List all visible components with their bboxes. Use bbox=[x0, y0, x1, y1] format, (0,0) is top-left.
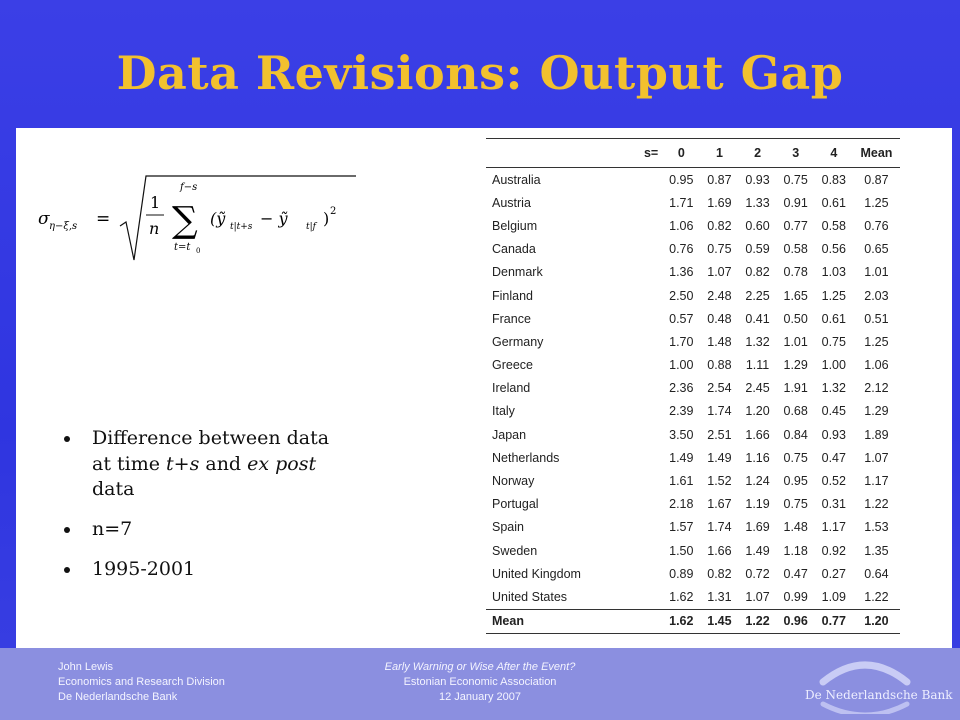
table-row bbox=[486, 539, 900, 562]
mean-label-cell: Mean bbox=[492, 614, 524, 629]
bullet-n: n=7 bbox=[64, 517, 334, 543]
country-cell: Denmark bbox=[492, 265, 543, 280]
table-row bbox=[486, 516, 900, 539]
value-cell: 0.64 bbox=[864, 566, 889, 581]
value-cell: 1.22 bbox=[864, 497, 889, 512]
formula-term-subscript-1: t|t+s bbox=[230, 222, 253, 232]
value-cell: 1.57 bbox=[669, 520, 694, 535]
value-cell: 0.58 bbox=[821, 218, 846, 233]
country-cell: United Kingdom bbox=[492, 566, 581, 581]
value-cell: 1.52 bbox=[707, 474, 732, 489]
value-cell: 0.99 bbox=[783, 589, 808, 604]
value-cell: 1.19 bbox=[745, 497, 770, 512]
fraction-denominator: n bbox=[149, 219, 160, 238]
formula-svg bbox=[38, 168, 358, 268]
country-cell: Ireland bbox=[492, 381, 531, 396]
spacer-cell bbox=[636, 261, 662, 284]
value-cell: 0.75 bbox=[783, 497, 808, 512]
country-cell: Australia bbox=[492, 172, 541, 187]
mean-value-cell: 1.22 bbox=[745, 614, 770, 629]
radical-sign bbox=[120, 176, 356, 260]
table-header-row bbox=[486, 139, 900, 168]
footer-date: 12 January 2007 bbox=[439, 691, 521, 703]
table-row bbox=[486, 284, 900, 307]
header-cell: Mean bbox=[860, 146, 893, 160]
table-row bbox=[486, 493, 900, 516]
table-row bbox=[486, 585, 900, 609]
value-cell: 0.72 bbox=[745, 566, 770, 581]
value-cell: 0.75 bbox=[821, 334, 846, 349]
value-cell: 3.50 bbox=[669, 427, 694, 442]
value-cell: 1.70 bbox=[669, 334, 694, 349]
table-row bbox=[486, 354, 900, 377]
value-cell: 1.16 bbox=[745, 450, 770, 465]
value-cell: 1.25 bbox=[864, 334, 889, 349]
formula-sigma-subscript: η−ξ,s bbox=[49, 221, 78, 232]
header-cell: 1 bbox=[715, 146, 723, 160]
value-cell: 0.50 bbox=[783, 311, 808, 326]
value-cell: 1.03 bbox=[821, 265, 846, 280]
value-cell: 0.45 bbox=[821, 404, 846, 419]
formula-term-open: (ỹ bbox=[210, 209, 226, 228]
value-cell: 2.39 bbox=[669, 404, 694, 419]
value-cell: 0.78 bbox=[783, 265, 808, 280]
value-cell: 2.50 bbox=[669, 288, 694, 303]
value-cell: 1.49 bbox=[669, 450, 694, 465]
value-cell: 0.75 bbox=[783, 172, 808, 187]
value-cell: 1.74 bbox=[707, 404, 732, 419]
value-cell: 1.66 bbox=[745, 427, 770, 442]
value-cell: 2.25 bbox=[745, 288, 770, 303]
table-row bbox=[486, 562, 900, 585]
value-cell: 1.48 bbox=[783, 520, 808, 535]
value-cell: 1.17 bbox=[821, 520, 846, 535]
value-cell: 1.24 bbox=[745, 474, 770, 489]
value-cell: 1.31 bbox=[707, 589, 732, 604]
spacer-cell bbox=[636, 585, 662, 609]
value-cell: 0.52 bbox=[821, 474, 846, 489]
table-body bbox=[486, 168, 900, 634]
sum-icon: ∑ bbox=[172, 200, 198, 241]
value-cell: 0.88 bbox=[707, 358, 732, 373]
value-cell: 1.07 bbox=[745, 589, 770, 604]
value-cell: 1.00 bbox=[669, 358, 694, 373]
table-row bbox=[486, 377, 900, 400]
footer bbox=[0, 648, 960, 720]
value-cell: 1.62 bbox=[669, 589, 694, 604]
value-cell: 0.48 bbox=[707, 311, 732, 326]
value-cell: 1.49 bbox=[707, 450, 732, 465]
revision-std-formula bbox=[38, 168, 358, 258]
value-cell: 2.48 bbox=[707, 288, 732, 303]
value-cell: 1.36 bbox=[669, 265, 694, 280]
country-cell: France bbox=[492, 311, 531, 326]
value-cell: 1.25 bbox=[821, 288, 846, 303]
value-cell: 0.93 bbox=[745, 172, 770, 187]
value-cell: 0.47 bbox=[821, 450, 846, 465]
header-cell: 0 bbox=[677, 146, 685, 160]
bullet-definition: Difference between data at time t+s and ex post data bbox=[64, 426, 334, 503]
value-cell: 1.29 bbox=[783, 358, 808, 373]
value-cell: 0.95 bbox=[783, 474, 808, 489]
table-row bbox=[486, 400, 900, 423]
country-cell: Germany bbox=[492, 334, 544, 349]
value-cell: 0.83 bbox=[821, 172, 846, 187]
value-cell: 1.06 bbox=[864, 358, 889, 373]
value-cell: 0.61 bbox=[821, 311, 846, 326]
footer-talk-title: Early Warning or Wise After the Event? bbox=[384, 661, 576, 673]
revision-table-panel bbox=[472, 138, 912, 638]
table-row bbox=[486, 330, 900, 353]
value-cell: 0.87 bbox=[864, 172, 889, 187]
country-cell: Canada bbox=[492, 242, 536, 257]
country-cell: Spain bbox=[492, 520, 524, 535]
value-cell: 0.57 bbox=[669, 311, 694, 326]
table-row bbox=[486, 307, 900, 330]
value-cell: 1.71 bbox=[669, 195, 694, 210]
footer-author-name: John Lewis bbox=[58, 661, 114, 673]
value-cell: 1.67 bbox=[707, 497, 732, 512]
value-cell: 1.89 bbox=[864, 427, 889, 442]
value-cell: 2.03 bbox=[864, 288, 889, 303]
value-cell: 2.45 bbox=[745, 381, 770, 396]
country-cell: Japan bbox=[492, 427, 527, 442]
spacer-cell bbox=[636, 168, 662, 192]
formula-sigma: σ bbox=[38, 209, 50, 229]
mean-value-cell: 1.62 bbox=[669, 614, 694, 629]
value-cell: 1.00 bbox=[821, 358, 846, 373]
bank-logo-icon bbox=[795, 654, 935, 714]
country-cell: Italy bbox=[492, 404, 515, 419]
sum-upper-limit: f−s bbox=[180, 182, 198, 193]
table-row bbox=[486, 446, 900, 469]
value-cell: 1.74 bbox=[707, 520, 732, 535]
spacer-cell bbox=[636, 609, 662, 633]
value-cell: 0.75 bbox=[707, 242, 732, 257]
fraction-numerator: 1 bbox=[150, 193, 161, 212]
formula-term-minus: − ỹ bbox=[260, 209, 288, 228]
value-cell: 0.51 bbox=[864, 311, 889, 326]
mean-row bbox=[486, 609, 900, 633]
table-row bbox=[486, 238, 900, 261]
spacer-cell bbox=[636, 307, 662, 330]
table-row bbox=[486, 191, 900, 214]
value-cell: 0.82 bbox=[745, 265, 770, 280]
header-cell bbox=[486, 139, 636, 168]
value-cell: 0.41 bbox=[745, 311, 770, 326]
mean-value-cell: 1.45 bbox=[707, 614, 732, 629]
footer-venue: Estonian Economic Association bbox=[403, 676, 557, 688]
footer-division: Economics and Research Division bbox=[58, 676, 225, 688]
value-cell: 0.87 bbox=[707, 172, 732, 187]
footer-event bbox=[300, 660, 660, 705]
value-cell: 1.50 bbox=[669, 543, 694, 558]
value-cell: 1.06 bbox=[669, 218, 694, 233]
spacer-cell bbox=[636, 238, 662, 261]
value-cell: 1.11 bbox=[745, 358, 770, 373]
country-cell: United States bbox=[492, 589, 568, 604]
value-cell: 0.76 bbox=[669, 242, 694, 257]
sum-lower-limit-sub: 0 bbox=[196, 247, 201, 255]
value-cell: 0.92 bbox=[821, 543, 846, 558]
country-cell: Finland bbox=[492, 288, 533, 303]
table-row bbox=[486, 469, 900, 492]
value-cell: 1.22 bbox=[864, 589, 889, 604]
value-cell: 1.29 bbox=[864, 404, 889, 419]
formula-term-close: ) bbox=[323, 209, 330, 228]
footer-institution: De Nederlandsche Bank bbox=[58, 691, 178, 703]
value-cell: 2.12 bbox=[864, 381, 889, 396]
value-cell: 1.01 bbox=[783, 334, 808, 349]
value-cell: 0.75 bbox=[783, 450, 808, 465]
value-cell: 0.47 bbox=[783, 566, 808, 581]
value-cell: 0.68 bbox=[783, 404, 808, 419]
value-cell: 1.49 bbox=[745, 543, 770, 558]
formula-power: 2 bbox=[330, 206, 337, 217]
value-cell: 1.32 bbox=[821, 381, 846, 396]
value-cell: 0.93 bbox=[821, 427, 846, 442]
value-cell: 1.01 bbox=[864, 265, 889, 280]
header-cell: 3 bbox=[792, 146, 800, 160]
value-cell: 0.56 bbox=[821, 242, 846, 257]
value-cell: 1.53 bbox=[864, 520, 889, 535]
country-cell: Belgium bbox=[492, 218, 538, 233]
country-cell: Greece bbox=[492, 358, 533, 373]
value-cell: 2.51 bbox=[707, 427, 732, 442]
value-cell: 0.59 bbox=[745, 242, 770, 257]
value-cell: 1.17 bbox=[864, 474, 889, 489]
value-cell: 2.18 bbox=[669, 497, 694, 512]
value-cell: 1.65 bbox=[783, 288, 808, 303]
country-cell: Norway bbox=[492, 474, 535, 489]
spacer-cell bbox=[636, 446, 662, 469]
header-cell: 4 bbox=[830, 146, 838, 160]
bullet-period: 1995-2001 bbox=[64, 557, 334, 583]
spacer-cell bbox=[636, 562, 662, 585]
value-cell: 1.25 bbox=[864, 195, 889, 210]
revision-table bbox=[486, 138, 900, 634]
formula-equals: = bbox=[96, 209, 111, 229]
table-row bbox=[486, 168, 900, 192]
spacer-cell bbox=[636, 539, 662, 562]
value-cell: 1.91 bbox=[783, 381, 808, 396]
spacer-cell bbox=[636, 493, 662, 516]
value-cell: 0.61 bbox=[821, 195, 846, 210]
value-cell: 1.61 bbox=[669, 474, 694, 489]
country-cell: Austria bbox=[492, 195, 531, 210]
value-cell: 1.69 bbox=[707, 195, 732, 210]
table-row bbox=[486, 214, 900, 237]
value-cell: 1.20 bbox=[745, 404, 770, 419]
spacer-cell bbox=[636, 354, 662, 377]
mean-value-cell: 1.20 bbox=[864, 614, 889, 629]
table-row bbox=[486, 261, 900, 284]
country-cell: Portugal bbox=[492, 497, 539, 512]
table-row bbox=[486, 423, 900, 446]
value-cell: 0.31 bbox=[821, 497, 846, 512]
bank-name: De Nederlandsche Bank bbox=[805, 688, 953, 702]
value-cell: 1.09 bbox=[821, 589, 846, 604]
slide-title: Data Revisions: Output Gap bbox=[116, 46, 844, 100]
header-cell: 2 bbox=[754, 146, 762, 160]
value-cell: 2.36 bbox=[669, 381, 694, 396]
value-cell: 0.27 bbox=[821, 566, 846, 581]
spacer-cell bbox=[636, 423, 662, 446]
value-cell: 0.95 bbox=[669, 172, 694, 187]
value-cell: 0.65 bbox=[864, 242, 889, 257]
spacer-cell bbox=[636, 377, 662, 400]
country-cell: Netherlands bbox=[492, 450, 560, 465]
spacer-cell bbox=[636, 469, 662, 492]
value-cell: 0.82 bbox=[707, 566, 732, 581]
value-cell: 1.18 bbox=[783, 543, 808, 558]
spacer-cell bbox=[636, 330, 662, 353]
spacer-cell bbox=[636, 516, 662, 539]
slide-content bbox=[16, 128, 952, 648]
mean-value-cell: 0.96 bbox=[783, 614, 808, 629]
value-cell: 2.54 bbox=[707, 381, 732, 396]
value-cell: 0.77 bbox=[783, 218, 808, 233]
value-cell: 0.89 bbox=[669, 566, 694, 581]
value-cell: 0.91 bbox=[783, 195, 808, 210]
formula-term-subscript-2: t|f bbox=[306, 222, 316, 232]
value-cell: 1.07 bbox=[864, 450, 889, 465]
sum-lower-limit: t=t bbox=[174, 242, 191, 253]
bullet-list bbox=[64, 426, 334, 596]
header-cell: s= bbox=[643, 146, 659, 160]
value-cell: 0.58 bbox=[783, 242, 808, 257]
value-cell: 1.66 bbox=[707, 543, 732, 558]
spacer-cell bbox=[636, 284, 662, 307]
value-cell: 1.35 bbox=[864, 543, 889, 558]
value-cell: 1.48 bbox=[707, 334, 732, 349]
value-cell: 0.76 bbox=[864, 218, 889, 233]
value-cell: 1.32 bbox=[745, 334, 770, 349]
value-cell: 1.33 bbox=[745, 195, 770, 210]
country-cell: Sweden bbox=[492, 543, 538, 558]
spacer-cell bbox=[636, 191, 662, 214]
footer-author bbox=[58, 660, 225, 705]
spacer-cell bbox=[636, 400, 662, 423]
value-cell: 1.69 bbox=[745, 520, 770, 535]
mean-value-cell: 0.77 bbox=[821, 614, 846, 629]
value-cell: 0.82 bbox=[707, 218, 732, 233]
spacer-cell bbox=[636, 214, 662, 237]
value-cell: 0.60 bbox=[745, 218, 770, 233]
value-cell: 0.84 bbox=[783, 427, 808, 442]
value-cell: 1.07 bbox=[707, 265, 732, 280]
